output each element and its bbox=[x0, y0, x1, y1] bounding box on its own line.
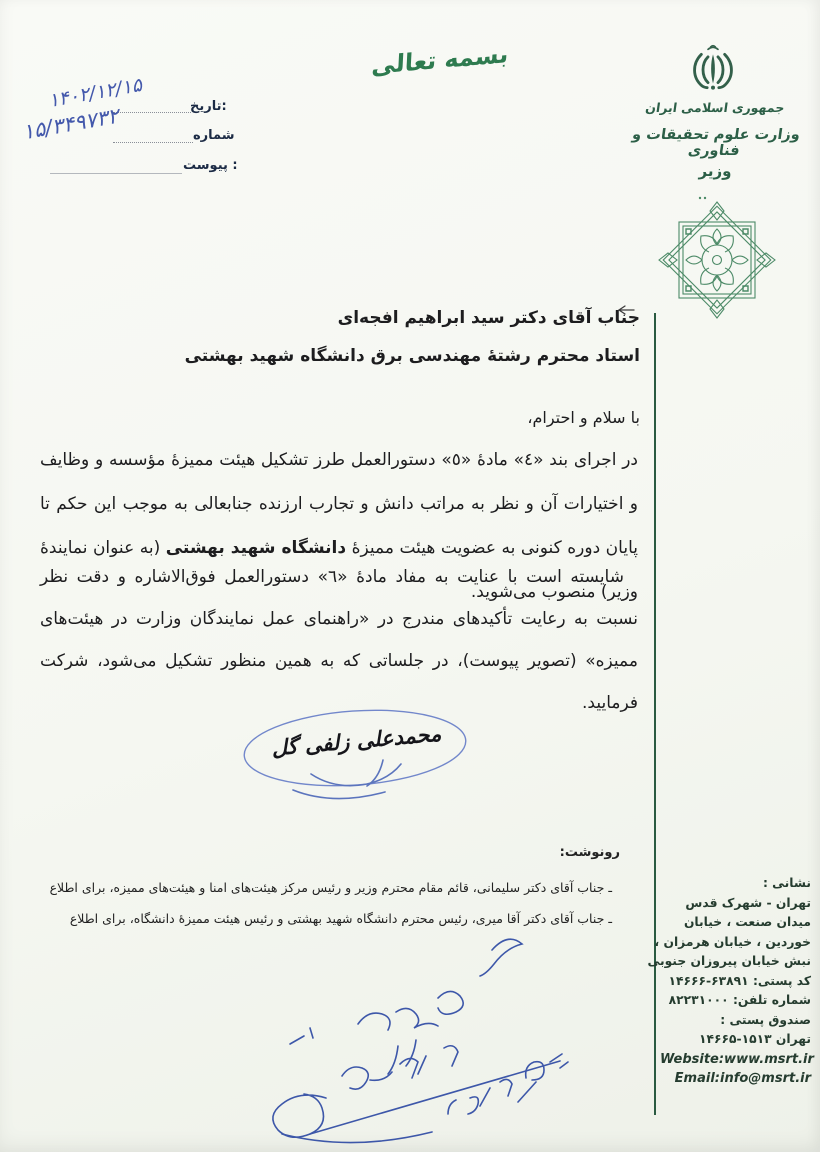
cc-item: ـ جناب آقای دکتر سلیمانی، قائم مقام محترم وزیر و رئیس مرکز هیئت‌های امنا و هیئت‌های ممیزه، برای اطلاع bbox=[49, 880, 612, 895]
address-line: تهران - شهرک قدس bbox=[685, 895, 811, 910]
recipient-title: استاد محترم رشتهٔ مهندسی برق دانشگاه شهید بهشتی bbox=[184, 346, 640, 366]
po-box-label: صندوق پستی : bbox=[720, 1012, 811, 1027]
address-line: میدان صنعت ، خیابان bbox=[683, 915, 811, 929]
po-box-city: تهران bbox=[775, 1032, 811, 1046]
attachment-label: پیوست : bbox=[183, 158, 238, 173]
attachment-line bbox=[50, 172, 182, 174]
paragraph1-text: در اجرای بند «٤» مادهٔ «٥» دستورالعمل طرز تشکیل هیئت ممیزهٔ مؤسسه و وظایف و اختیارات آن و نظر به مراتب دانش و تجارب ارزنده جنابعالی به موجب این حکم تا پایان دوره کنونی به عضویت هیئت ممیزهٔ bbox=[40, 450, 639, 558]
address-line: خوردین ، خیابان هرمزان ، bbox=[654, 934, 811, 949]
cc-item: ـ جناب آقای دکتر آقا میری، رئیس محترم دانشگاه شهید بهشتی و رئیس هیئت ممیزهٔ دانشگاه، برای اطلاع bbox=[69, 911, 612, 926]
date-handwritten-value: ۱۴۰۲/۱۲/۱۵ bbox=[46, 73, 144, 113]
phone-label: شماره تلفن: bbox=[732, 993, 811, 1007]
postal-code-line bbox=[660, 972, 811, 992]
number-line bbox=[113, 141, 193, 143]
header-country: جمهوری اسلامی ایران bbox=[644, 100, 786, 115]
address-label: نشانی : bbox=[762, 876, 811, 890]
paragraph1-bold-university: دانشگاه شهید بهشتی bbox=[165, 538, 347, 558]
date-line bbox=[113, 111, 191, 113]
minister-signature-stamp bbox=[233, 698, 478, 816]
cc-label: رونوشت: bbox=[559, 845, 620, 860]
salutation: با سلام و احترام، bbox=[527, 408, 640, 427]
number-label: شماره bbox=[193, 128, 235, 143]
paragraph1-text-end: (به عنوان نمایندهٔ وزیر) منصوب می‌شوید. bbox=[40, 538, 638, 602]
cc-list bbox=[49, 872, 612, 934]
po-box-line bbox=[660, 1030, 811, 1050]
header-minister-title: وزیر bbox=[698, 162, 732, 180]
minister-signature-scribble bbox=[293, 760, 401, 799]
number-handwritten-value: ۱۵/۳۴۹۷۳۲ bbox=[20, 103, 121, 145]
handwritten-note bbox=[230, 928, 570, 1148]
minister-name: محمدعلی زلفی گل bbox=[270, 721, 443, 761]
website: Website:www.msrt.ir bbox=[660, 1051, 814, 1067]
address-line: نبش خیابان پیروزان جنوبی bbox=[647, 954, 811, 968]
phone-line bbox=[660, 991, 811, 1011]
phone-value: ۸۲۲۳۱۰۰۰ bbox=[668, 993, 729, 1007]
iran-national-emblem-icon bbox=[688, 42, 738, 100]
recipient-block bbox=[40, 299, 640, 375]
header-ministry: وزارت علوم تحقیقات و فناوری bbox=[631, 127, 802, 159]
email: Email:info@msrt.ir bbox=[674, 1071, 811, 1086]
besmeleh-calligraphy: بسمه تعالی bbox=[370, 39, 510, 81]
date-label: تاریخ: bbox=[190, 99, 227, 114]
recipient-name: جناب آقای دکتر سید ابراهیم افجه‌ای bbox=[337, 308, 640, 328]
vertical-divider bbox=[654, 313, 656, 1115]
po-box-value: ۱۴۶۶۵-۱۵۱۳ bbox=[698, 1032, 772, 1046]
address-block bbox=[647, 874, 814, 1089]
postal-code-value: ۱۴۶۶۶-۶۳۸۹۱ bbox=[668, 973, 749, 988]
ornament-medallion-icon bbox=[652, 196, 782, 322]
postal-code-label: کد پستی: bbox=[752, 973, 811, 988]
body-paragraph-2: شایسته است با عنایت به مفاد مادهٔ «٦» دستورالعمل فوق‌الاشاره و دقت نظر نسبت به رعایت تأکیدهای مندرج در «راهنمای عمل نمایندگان وزارت در هیئت‌های ممیزه» (تصویر پیوست)، در جلساتی که به همین منظور تشکیل می‌شود، شرکت فرمایید. bbox=[40, 567, 638, 713]
